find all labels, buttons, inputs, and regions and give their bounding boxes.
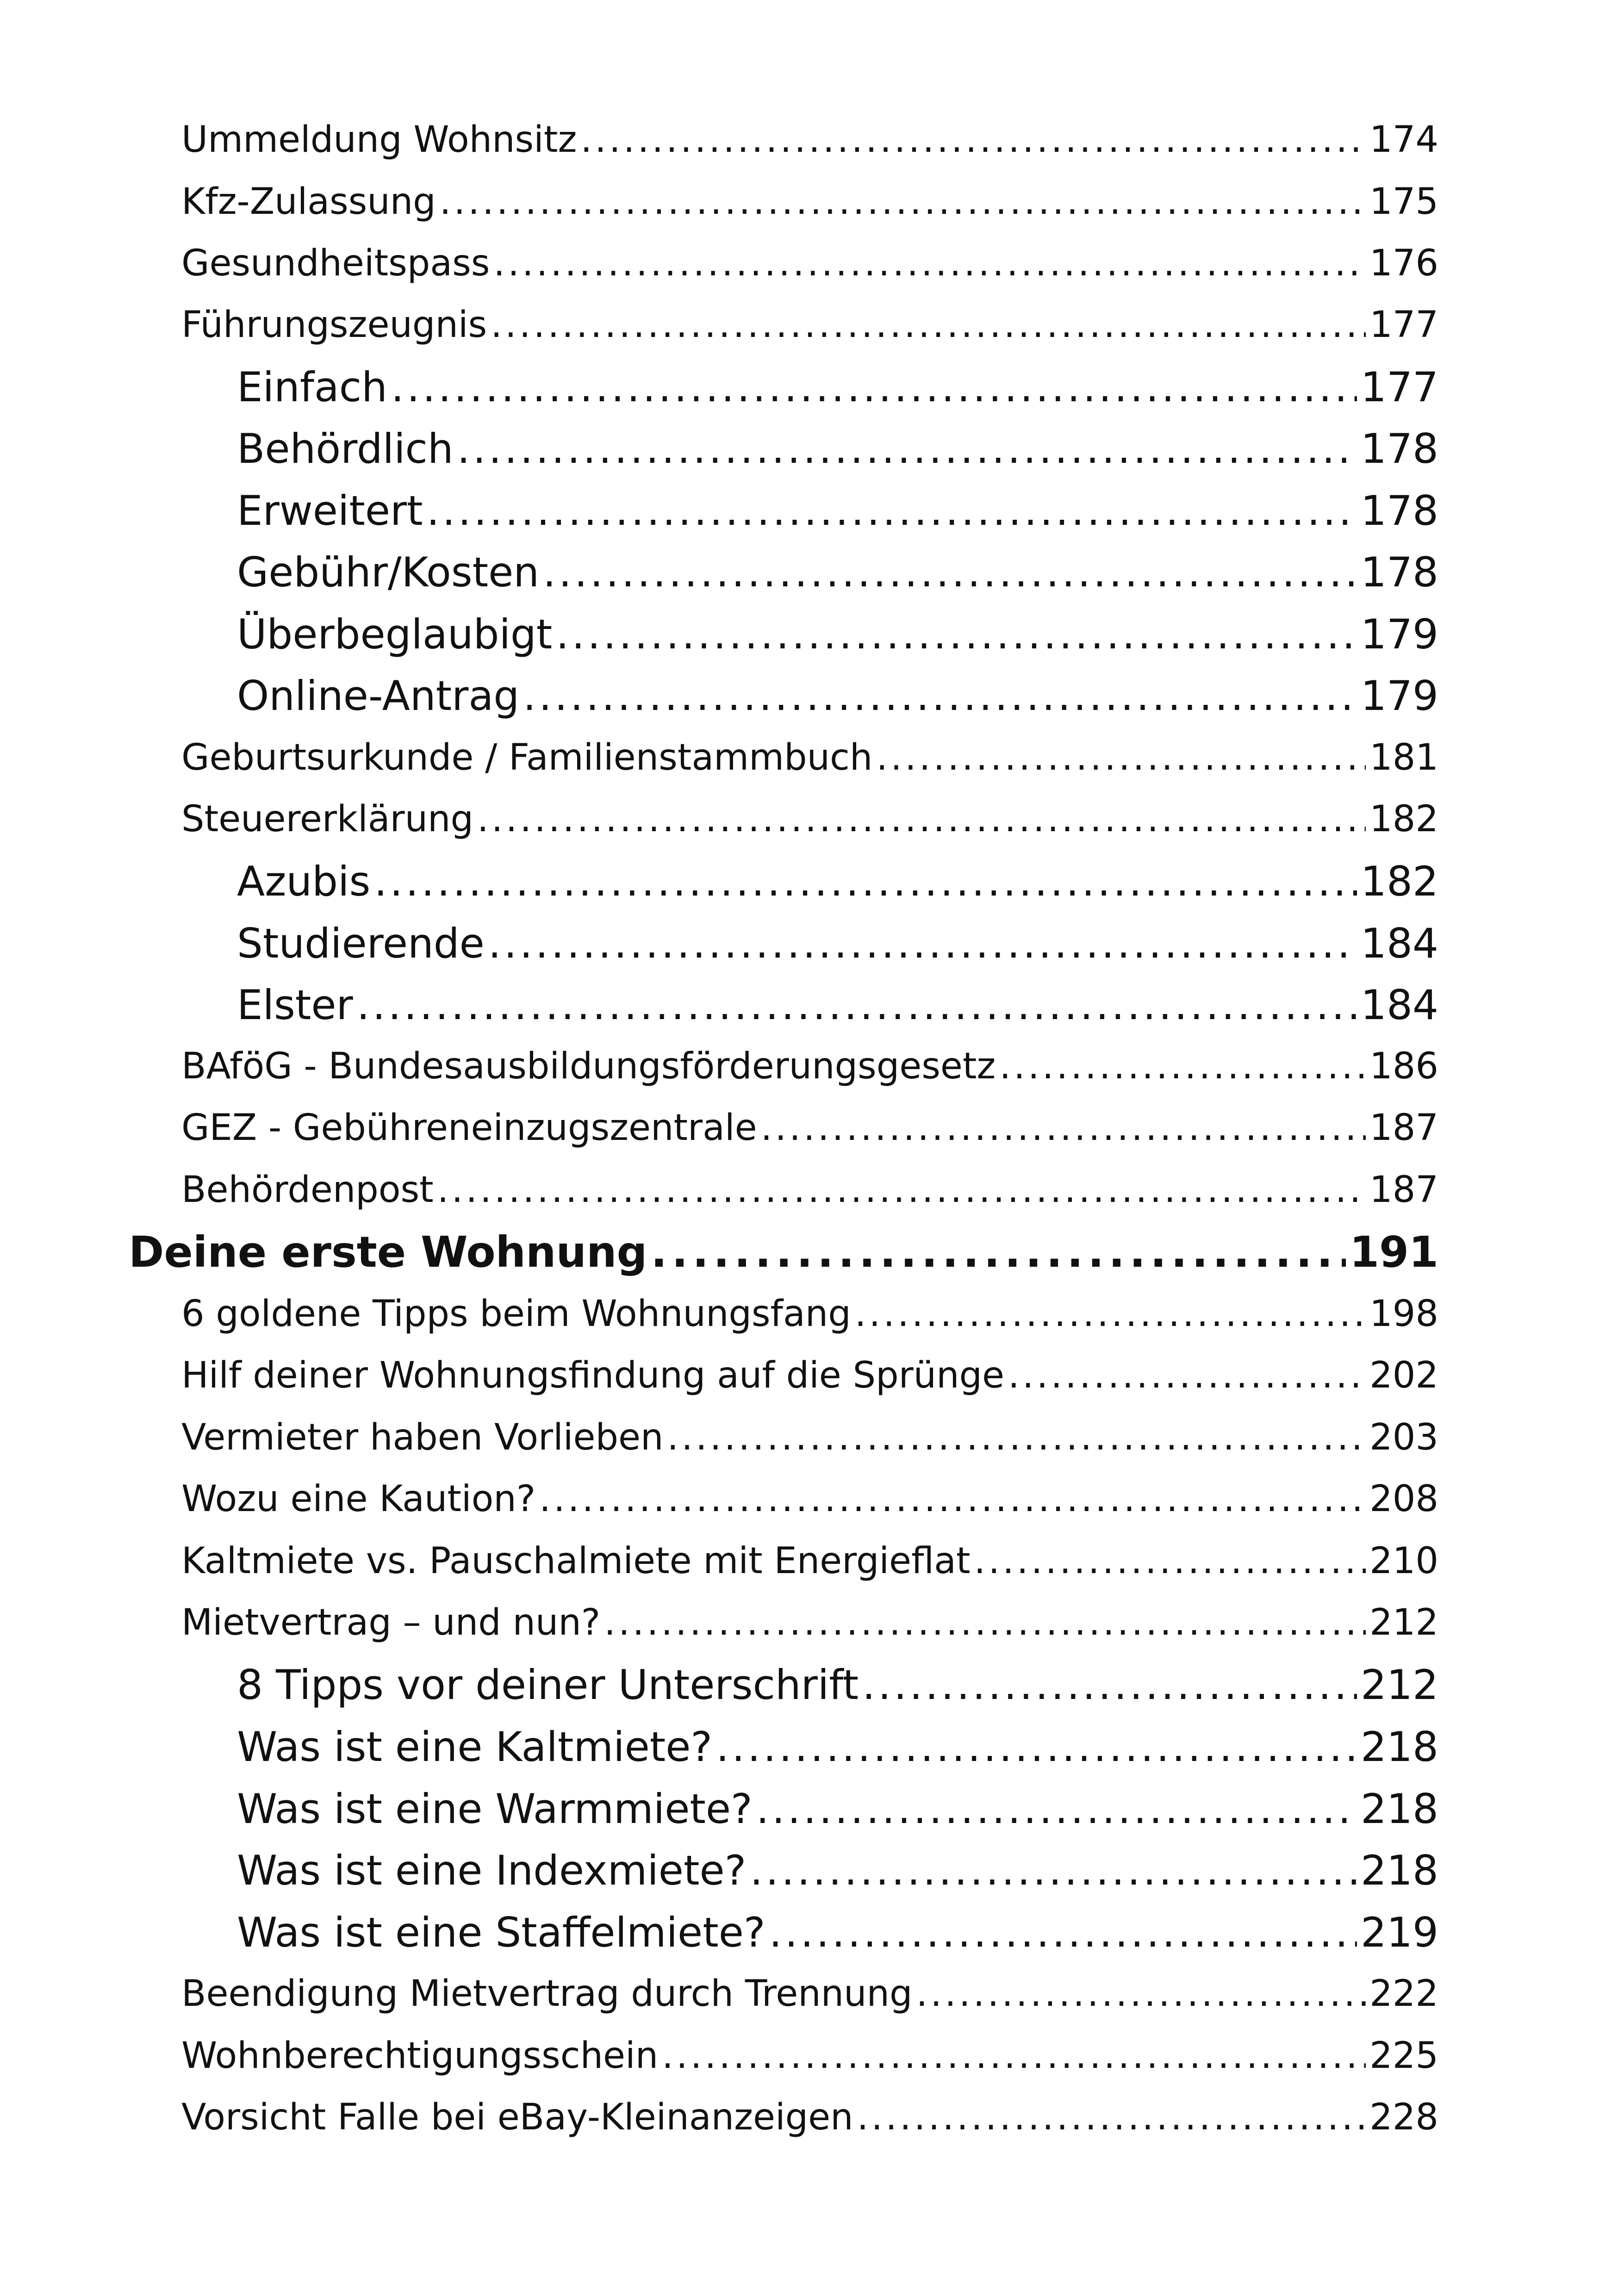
toc-entry [181,181,1438,223]
dot-leader [391,367,1357,408]
dot-leader [580,122,1366,158]
dot-leader [761,1110,1366,1146]
dot-leader [457,429,1357,469]
toc-entry-page: 219 [1361,1909,1438,1956]
toc-entry-title: Wohnberechtigungsschein [181,2035,659,2077]
dot-leader [543,552,1357,593]
toc-entry [181,1973,1438,2015]
toc-entry-title: Vermieter haben Vorlieben [181,1417,664,1458]
toc-subentry [237,425,1438,473]
toc-entry-page: 178 [1361,487,1438,535]
toc-entry-page: 186 [1369,1045,1438,1087]
dot-leader [716,1727,1357,1767]
toc-entry-page: 187 [1369,1107,1438,1149]
toc-entry-page: 218 [1361,1723,1438,1771]
toc-subentry [237,981,1438,1029]
dot-leader [523,676,1357,716]
dot-leader [862,1665,1357,1705]
toc-entry-page: 174 [1369,119,1438,161]
dot-leader [916,1976,1366,2012]
dot-leader [427,491,1357,531]
dot-leader [493,245,1366,281]
dot-leader [604,1605,1366,1641]
toc-subentry [237,1909,1438,1956]
toc-entry-title: Mietvertrag – und nun? [181,1602,601,1643]
toc-subentry [237,1785,1438,1833]
dot-leader [769,1912,1357,1953]
dot-leader [556,614,1357,655]
dot-leader [667,1419,1366,1456]
toc-entry-title: Hilf deiner Wohnungsfindung auf die Sprünge [181,1355,1005,1396]
toc-entry-title: 8 Tipps vor deiner Unterschrift [237,1661,859,1709]
toc-entry-page: 228 [1369,2097,1438,2138]
toc-entry [181,243,1438,284]
toc-entry-title: Was ist eine Staffelmiete? [237,1909,765,1956]
toc-entry-title: Einfach [237,363,387,411]
toc-entry-page: 208 [1369,1478,1438,1520]
toc-entry-page: 177 [1361,363,1438,411]
toc-entry-title: BAföG - Bundesausbildungsförderungsgesetz [181,1045,996,1087]
toc-chapter-title: Deine erste Wohnung [129,1227,647,1277]
dot-leader [857,2099,1366,2135]
dot-leader [876,740,1366,776]
toc-entry-title: Was ist eine Indexmiete? [237,1847,747,1894]
toc-subentry [237,610,1438,658]
dot-leader [662,2038,1366,2074]
toc-entry-page: 203 [1369,1417,1438,1458]
toc-entry-title: Behördlich [237,425,454,473]
toc-entry-page: 218 [1361,1785,1438,1833]
toc-entry [181,1602,1438,1643]
toc-entry-page: 212 [1369,1602,1438,1643]
toc-entry [181,304,1438,346]
toc-entry-page: 187 [1369,1169,1438,1211]
toc-entry-title: Gebühr/Kosten [237,548,539,596]
dot-leader [357,985,1357,1026]
toc-entry [181,1540,1438,1582]
toc-entry [181,1419,1438,1456]
toc-entry-page: 176 [1369,243,1438,284]
dot-leader [974,1543,1366,1579]
toc-entry-title: Wozu eine Kaution? [181,1478,536,1520]
dot-leader [374,861,1357,902]
toc-entry [181,1107,1438,1149]
toc-entry-page: 178 [1361,425,1438,473]
toc-subentry [237,548,1438,596]
toc-chapter-page: 191 [1349,1227,1438,1277]
toc-subentry [237,363,1438,411]
toc-entry-page: 184 [1361,920,1438,967]
dot-leader [999,1048,1366,1084]
toc-subentry [237,1723,1438,1771]
dot-leader [750,1850,1357,1891]
toc-entry [181,1293,1438,1335]
toc-entry-title: Führungszeugnis [181,304,487,346]
toc-entry-page: 222 [1369,1973,1438,2015]
toc-entry-title: Vorsicht Falle bei eBay-Kleinanzeigen [181,2097,853,2138]
toc-entry-page: 198 [1369,1293,1438,1335]
toc-subentry [237,672,1438,720]
toc-entry-title: Elster [237,981,353,1029]
toc-entry-page: 177 [1369,304,1438,346]
toc-entry-title: Was ist eine Kaltmiete? [237,1723,713,1771]
toc-entry-page: 179 [1361,610,1438,658]
toc-entry [181,2097,1438,2138]
toc-entry-page: 225 [1369,2035,1438,2077]
toc-entry-title: Online-Antrag [237,672,520,720]
toc-entry-title: GEZ - Gebühreneinzugszentrale [181,1107,757,1149]
toc-entry-page: 210 [1369,1540,1438,1582]
toc-entry-page: 175 [1369,181,1438,223]
toc-entry-title: Behördenpost [181,1169,434,1211]
toc-entry-title: Gesundheitspass [181,243,490,284]
dot-leader [488,923,1357,964]
toc-entry-title: Ummeldung Wohnsitz [181,119,577,161]
toc-entry [181,119,1438,161]
toc-entry-title: Was ist eine Warmmiete? [237,1785,753,1833]
toc-entry-title: Kfz-Zulassung [181,181,436,223]
toc-entry-page: 184 [1361,981,1438,1029]
dot-leader [1008,1357,1366,1394]
dot-leader [651,1231,1346,1274]
toc-entry-page: 182 [1369,798,1438,840]
toc-entry [181,737,1438,778]
toc-entry [181,1045,1438,1087]
toc-entry-title: Studierende [237,920,485,967]
toc-entry-page: 212 [1361,1661,1438,1709]
toc-chapter-heading [129,1227,1438,1277]
dot-leader [855,1296,1366,1332]
toc-entry-title: Überbeglaubigt [237,610,553,658]
toc-entry-title: Steuererklärung [181,798,474,840]
toc-subentry [237,920,1438,967]
toc-entry-title: 6 goldene Tipps beim Wohnungsfang [181,1293,851,1335]
toc-subentry [237,858,1438,905]
toc-entry-title: Kaltmiete vs. Pauschalmiete mit Energieflat [181,1540,971,1582]
dot-leader [477,801,1366,837]
dot-leader [437,1172,1366,1208]
toc-entry-title: Beendigung Mietvertrag durch Trennung [181,1973,913,2015]
toc-entry-title: Erweitert [237,487,423,535]
dot-leader [440,184,1366,220]
toc-entry [181,1478,1438,1520]
toc-entry-title: Azubis [237,858,371,905]
toc-entry [181,798,1438,840]
dot-leader [756,1789,1357,1829]
toc-entry-page: 179 [1361,672,1438,720]
toc-entry-page: 178 [1361,548,1438,596]
toc-entry-title: Geburtsurkunde / Familienstammbuch [181,737,873,778]
dot-leader [539,1481,1366,1517]
toc-entry [181,2035,1438,2077]
toc-subentry [237,1661,1438,1709]
toc-entry [181,1357,1438,1394]
dot-leader [491,307,1366,343]
toc-subentry [237,1847,1438,1894]
toc-entry [181,1169,1438,1211]
toc-entry-page: 182 [1361,858,1438,905]
toc-subentry [237,487,1438,535]
toc-entry-page: 181 [1369,737,1438,778]
toc-entry-page: 202 [1369,1355,1438,1396]
toc-entry-page: 218 [1361,1847,1438,1894]
